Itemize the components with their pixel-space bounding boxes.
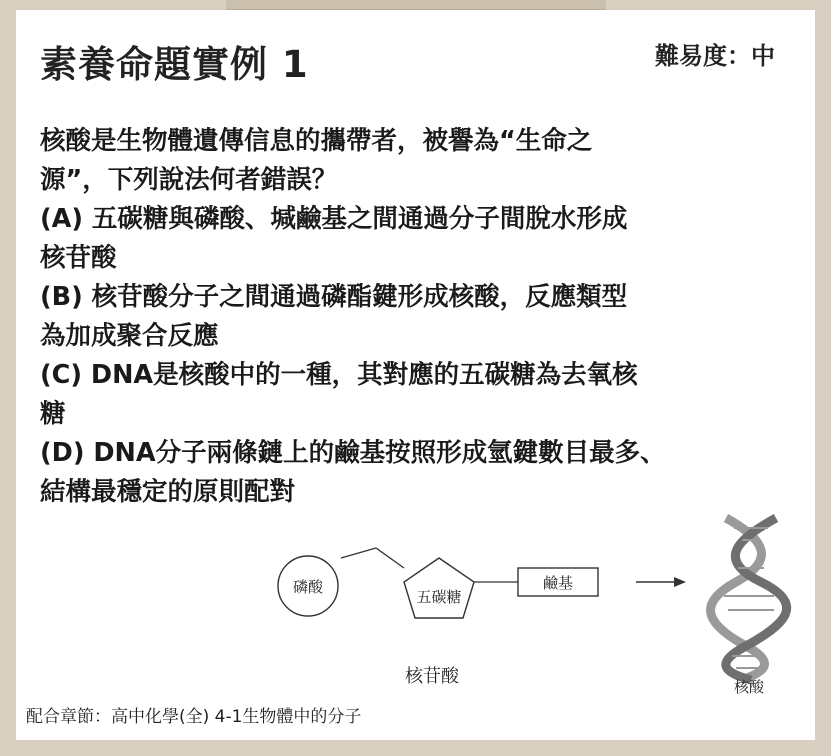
- dna-helix-icon: [711, 518, 787, 680]
- option-b-line: (B) 核苷酸分子之間通過磷酯鍵形成核酸，反應類型: [40, 282, 628, 312]
- nucleotide-diagram: [16, 510, 815, 705]
- sugar-label: 五碳糖: [416, 588, 462, 606]
- question-line: 源”，下列說法何者錯誤？: [40, 165, 338, 195]
- option-a-line: (A) 五碳糖與磷酸、堿鹼基之間通過分子間脫水形成: [40, 204, 628, 234]
- phosphate-label: 磷酸: [292, 578, 324, 596]
- option-c-line: (C) DNA是核酸中的一種，其對應的五碳糖為去氧核: [40, 360, 638, 390]
- option-b-line: 為加成聚合反應: [40, 321, 219, 351]
- option-a-line: 核苷酸: [40, 243, 117, 273]
- chapter-reference: 配合章節：高中化學(全) 4-1生物體中的分子: [26, 707, 362, 727]
- arrow-head: [674, 577, 686, 587]
- nucleic-acid-caption: 核酸: [733, 678, 765, 696]
- option-d-line: 結構最穩定的原則配對: [40, 477, 296, 507]
- base-label: 鹼基: [542, 574, 574, 592]
- difficulty-label: 難易度：中: [655, 42, 775, 70]
- page-title: 素養命題實例 1: [40, 43, 309, 86]
- question-card: [16, 10, 815, 740]
- question-text: [40, 122, 815, 512]
- top-tab-decoration: [226, 0, 606, 10]
- phosphate-sugar-bond: [376, 548, 404, 568]
- option-c-line: 糖: [40, 399, 66, 429]
- nucleotide-caption: 核苷酸: [405, 666, 459, 687]
- phosphate-sugar-bond: [341, 548, 376, 558]
- option-d-line: (D) DNA分子兩條鏈上的鹼基按照形成氫鍵數目最多、: [40, 438, 666, 468]
- question-line: 核酸是生物體遺傳信息的攜帶者，被譽為“生命之: [40, 126, 593, 156]
